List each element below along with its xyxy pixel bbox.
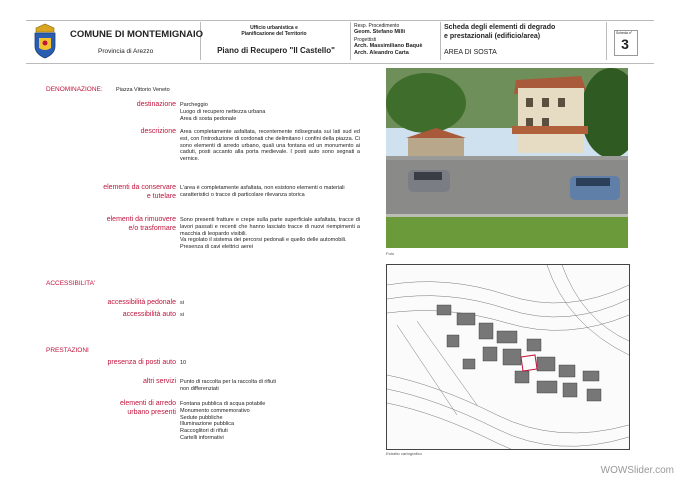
- arredo-item: Illuminazione pubblica: [180, 421, 235, 428]
- rimuovere-text: [180, 217, 360, 251]
- provincia-label: Provincia di Arezzo: [98, 48, 154, 55]
- piano-title: Piano di Recupero "Il Castello": [217, 46, 335, 55]
- header-divider: [606, 22, 607, 60]
- scheda-title-1: Scheda degli elementi di degrado: [444, 24, 556, 31]
- destinazione-item: Area di sosta pedonale: [180, 115, 237, 122]
- descrizione-text: Area completamente asfaltata, recentemente ridisegnata sui lati sud ed est, con l'introduzione di cordonati che delimitano i confini della piazza. Ci sono elementi di arredo urbano, quali una fontana ed un monumento ai caduti, posti accanto alla porta medievale. I posti auto sono segnati a vernice.: [180, 129, 360, 163]
- conservare-text: L'area è completamente asfaltata, non esistono elementi o materiali caratteristici o tracce di particolare rilevanza storica: [180, 185, 345, 198]
- servizi-item: Punto di raccolta per la raccolta di rifiuti: [180, 379, 276, 385]
- altri-servizi-list: [180, 379, 276, 393]
- arredo-label-2: urbano presenti: [127, 409, 176, 416]
- accessibilita-pedonale-value: si: [180, 300, 184, 306]
- arredo-item: Sedute pubbliche: [180, 414, 223, 421]
- conservare-label-2: e tutelare: [146, 193, 176, 200]
- descrizione-label: descrizione: [140, 128, 176, 135]
- conservare-label-1: elementi da conservare: [103, 184, 176, 191]
- rimuovere-text-1: Sono presenti fratture e crepe sulla parte superficiale asfaltata, tracce di lavori passati e recenti che hanno lasciato tracce di nuovi riempimenti a macchia di leopardo visibili.: [180, 217, 360, 237]
- progettista-2: Arch. Aleandro Carta: [354, 50, 409, 56]
- cadastral-map: [386, 264, 630, 450]
- scheda-number: 3: [621, 36, 629, 52]
- progettista-1: Arch. Massimiliano Baquè: [354, 43, 423, 49]
- progettisti-label: Progettisti: [354, 37, 377, 43]
- header-divider: [440, 22, 441, 60]
- watermark: WOWSlider.com: [600, 465, 674, 476]
- destinazione-item: Luogo di recupero nettezza urbana: [180, 108, 266, 115]
- comune-title: COMUNE DI MONTEMIGNAIO: [70, 29, 203, 40]
- rimuovere-label-1: elementi da rimuovere: [106, 216, 176, 223]
- arredo-item: Raccoglitori di rifiuti: [180, 428, 228, 435]
- map-caption: Estratto cartografico: [386, 451, 422, 456]
- site-photo: [386, 68, 628, 248]
- accessibilita-auto-label: accessibilità auto: [122, 311, 176, 318]
- accessibilita-pedonale-label: accessibilità pedonale: [107, 299, 176, 306]
- header-divider: [350, 22, 351, 60]
- destinazione-label: destinazione: [136, 101, 176, 108]
- scheda-title-2: e prestazionali (edificio/area): [444, 33, 541, 40]
- ufficio-line1: Ufficio urbanistica e: [250, 25, 298, 31]
- arredo-item: Cartelli informativi: [180, 434, 224, 441]
- rimuovere-text-2: Va regolato il sistema dei percorsi pedonali e quello delle automobili.: [180, 237, 347, 244]
- rimuovere-text-3: Presenza di cavi elettrici aerei: [180, 244, 254, 251]
- denominazione-label: DENOMINAZIONE:: [46, 86, 103, 93]
- accessibilita-title: ACCESSIBILITA': [46, 280, 96, 287]
- posti-auto-value: 10: [180, 360, 187, 366]
- posti-auto-label: presenza di posti auto: [107, 359, 176, 366]
- header-bar: [26, 20, 654, 64]
- servizi-item: non differenziati: [180, 385, 219, 392]
- area-type: AREA DI SOSTA: [444, 49, 497, 56]
- ufficio-line2: Pianificazione del Territorio: [241, 31, 307, 37]
- arredo-list: [180, 401, 265, 442]
- resp-label: Resp. Procedimento: [354, 23, 400, 29]
- denominazione-value: Piazza Vittorio Veneto: [116, 87, 170, 93]
- coat-of-arms-icon: [30, 22, 60, 60]
- photo-caption: Foto: [386, 251, 395, 256]
- destinazione-list: [180, 102, 265, 122]
- resp-name: Geom. Stefano Milli: [354, 29, 406, 35]
- accessibilita-auto-value: si: [180, 312, 184, 318]
- header-divider: [200, 22, 201, 60]
- destinazione-item: Parcheggio: [180, 102, 208, 108]
- arredo-item: Monumento commemorativo: [180, 407, 250, 414]
- prestazioni-title: PRESTAZIONI: [46, 347, 89, 354]
- arredo-item: Fontana pubblica di acqua potabile: [180, 401, 266, 407]
- altri-servizi-label: altri servizi: [142, 378, 176, 385]
- arredo-label-1: elementi di arredo: [119, 400, 176, 407]
- scheda-label: Scheda n°: [616, 31, 633, 35]
- rimuovere-label-2: e/o trasformare: [128, 225, 176, 232]
